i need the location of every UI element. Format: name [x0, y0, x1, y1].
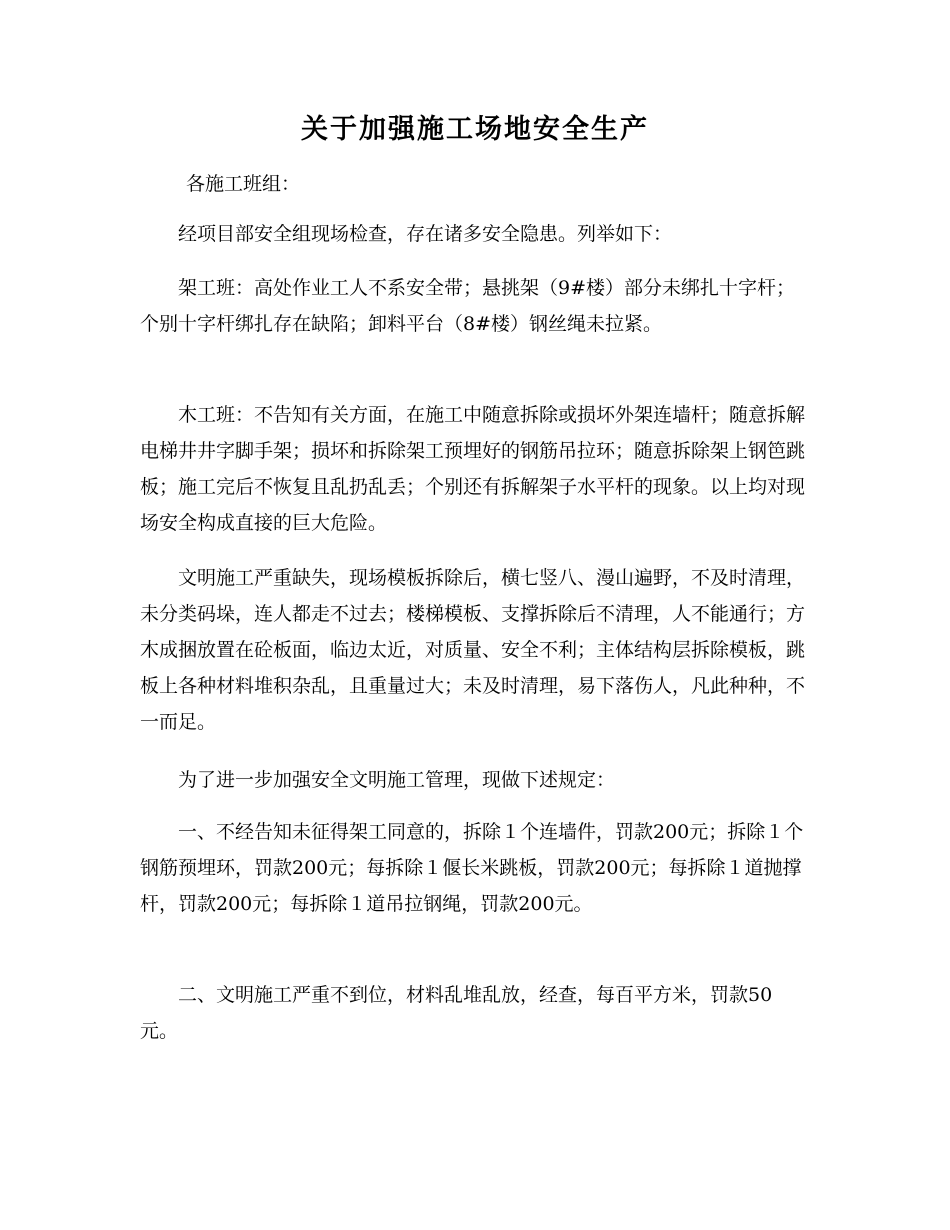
paragraph-rule-two: 二、文明施工严重不到位，材料乱堆乱放，经查，每百平方米，罚款50元。	[140, 984, 773, 1042]
paragraph-scaffold-team: 架工班：高处作业工人不系安全带；悬挑架（9#楼）部分未绑扎十字杆；个别十字杆绑扎存在缺陷；卸料平台（8#楼）钢丝绳未拉紧。	[140, 277, 796, 335]
paragraph-carpentry-team: 木工班：不告知有关方面，在施工中随意拆除或损坏外架连墙杆；随意拆解电梯井井字脚手架；损坏和拆除架工预埋好的钢筋吊拉环；随意拆除架上钢笆跳板；施工完后不恢复且乱扔乱丢；个别还有拆解架子水平杆的现象。以上均对现场安全构成直接的巨大危险。	[140, 404, 806, 534]
paragraph-intro: 经项目部安全组现场检查，存在诸多安全隐患。列举如下：	[178, 223, 673, 245]
paragraph-regulations-intro: 为了进一步加强安全文明施工管理，现做下述规定：	[178, 769, 616, 791]
paragraph-civilized-construction: 文明施工严重缺失，现场模板拆除后，横七竖八、漫山遍野，不及时清理，未分类码垛，连人都走不过去；楼梯模板、支撑拆除后不清理，人不能通行；方木成捆放置在砼板面，临边太近，对质量、安全不利；主体结构层拆除模板，跳板上各种材料堆积杂乱，且重量过大；未及时清理，易下落伤人，凡此种种，不一而足。	[140, 567, 806, 733]
document-title: 关于加强施工场地安全生产	[301, 114, 649, 145]
salutation: 各施工班组：	[186, 173, 301, 195]
paragraph-rule-one: 一、不经告知未征得架工同意的，拆除１个连墙件，罚款200元；拆除１个钢筋预埋环，罚款200元；每拆除１偃长米跳板，罚款200元；每拆除１道抛撑杆，罚款200元；每拆除１道吊拉钢绳，罚款200元。	[140, 821, 804, 915]
